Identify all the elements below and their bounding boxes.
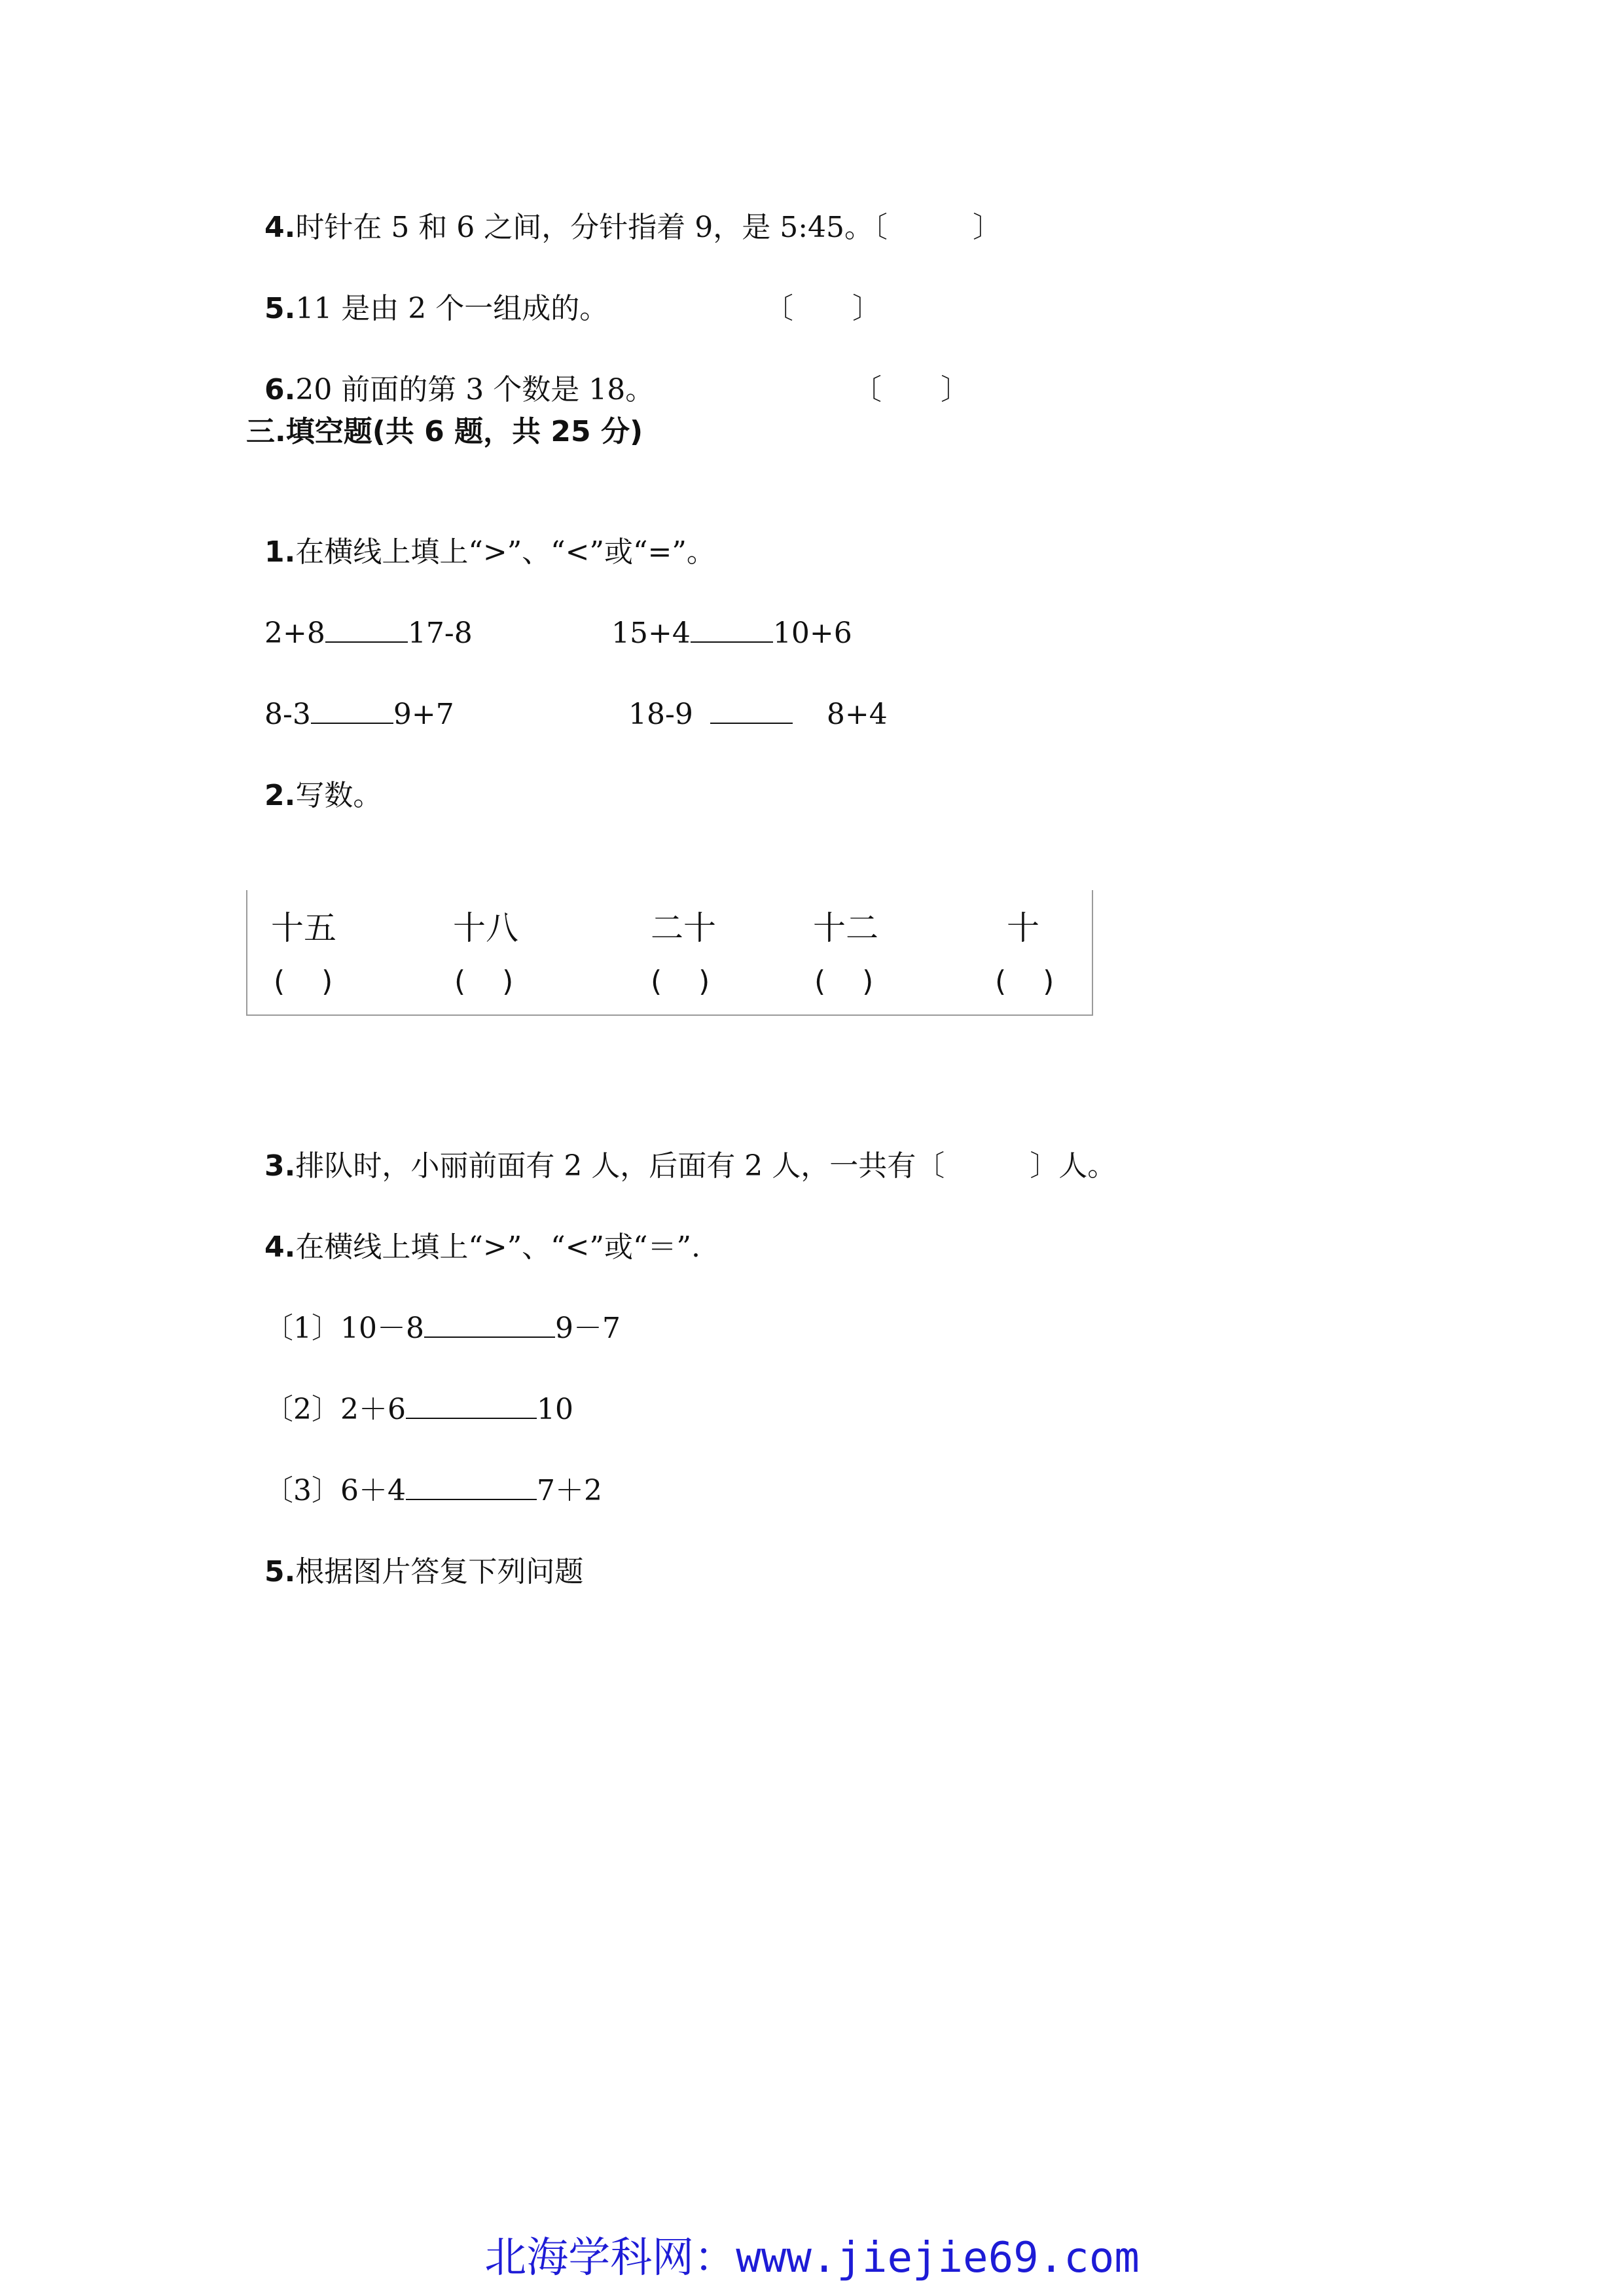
item-label: 〔3〕 [264, 1474, 340, 1507]
question-number: 5. [264, 1555, 296, 1588]
answer-paren-close: 〕 [940, 373, 969, 406]
fill-q2 [246, 737, 382, 816]
question-text: 排队时，小丽前面有 2 人，后面有 2 人，一共有〔 [295, 1149, 945, 1183]
fill-q5 [246, 1513, 583, 1592]
question-text: 20 前面的第 3 个数是 18。 [295, 373, 655, 406]
answer-blank[interactable] [311, 696, 393, 724]
answer-paren[interactable]: ( ) [454, 965, 514, 998]
question-text: 在横线上填上“>”、“<”或“=”。 [295, 535, 715, 569]
expr-left: 2+8 [264, 617, 325, 650]
question-text: 时针在 5 和 6 之间，分针指着 9，是 5:45。 [295, 211, 874, 244]
expr-right: 7＋2 [536, 1474, 602, 1507]
answer-paren[interactable]: ( ) [814, 965, 874, 998]
expr-right: 10 [536, 1393, 573, 1426]
chinese-numeral: 十二 [813, 909, 878, 947]
footer-url[interactable]: www.jiejie69.com [736, 2234, 1140, 2282]
answer-blank[interactable] [710, 696, 793, 724]
question-number: 4. [264, 211, 296, 244]
item-label: 〔1〕 [264, 1312, 340, 1345]
question-number: 2. [264, 779, 296, 812]
compare-item [246, 575, 473, 653]
numeral-table [246, 890, 1093, 1016]
expr-right: 9+7 [393, 698, 454, 731]
judge-q6 [246, 331, 654, 410]
item-label: 〔2〕 [264, 1393, 340, 1426]
fill-q1 [246, 493, 715, 572]
fill-q3 [246, 1107, 1116, 1186]
chinese-numeral: 十五 [271, 909, 336, 947]
chinese-numeral: 十八 [453, 909, 518, 947]
question-text-end: 〕人。 [1030, 1149, 1117, 1183]
answer-blank[interactable] [406, 1473, 537, 1500]
judge-q5 [246, 250, 608, 329]
question-text: 在横线上填上“>”、“<”或“＝”. [295, 1230, 701, 1264]
section-title: 三.填空题(共 6 题，共 25 分) [246, 415, 643, 448]
compare-item [246, 656, 454, 734]
answer-blank[interactable] [691, 615, 773, 643]
answer-paren-open: 〔 [852, 373, 882, 406]
expr-left: 18-9 [628, 698, 693, 731]
answer-paren-close: 〕 [973, 211, 1002, 244]
compare-item [593, 575, 852, 653]
expr-right: 8+4 [826, 698, 888, 731]
expr-left: 15+4 [611, 617, 691, 650]
expr-left: 8-3 [264, 698, 311, 731]
chinese-numeral: 十 [1007, 909, 1039, 947]
judge-q6-answer[interactable] [835, 331, 969, 410]
judge-q4 [246, 169, 1001, 247]
expr-left: 2＋6 [340, 1393, 406, 1426]
compare-item [610, 656, 888, 734]
question-text: 根据图片答复下列问题 [295, 1555, 584, 1588]
compare-item [246, 1270, 621, 1348]
answer-paren[interactable]: ( ) [651, 965, 710, 998]
answer-paren-open: 〔 [764, 292, 793, 325]
question-number: 6. [264, 373, 296, 406]
footer-site: 北海学科网： [484, 2234, 736, 2282]
question-number: 5. [264, 292, 296, 325]
expr-right: 10+6 [772, 617, 852, 650]
judge-q5-answer[interactable] [746, 250, 881, 329]
compare-item [246, 1351, 573, 1429]
expr-left: 6＋4 [340, 1474, 406, 1507]
expr-right: 17-8 [407, 617, 473, 650]
answer-paren-open: 〔 [873, 211, 888, 244]
expr-left: 10－8 [340, 1312, 424, 1345]
question-number: 3. [264, 1149, 296, 1183]
answer-blank[interactable] [424, 1310, 555, 1338]
answer-paren[interactable]: ( ) [274, 965, 333, 998]
question-text: 11 是由 2 个一组成的。 [295, 292, 609, 325]
footer-watermark [0, 2232, 1624, 2284]
question-number: 1. [264, 535, 296, 569]
expr-right: 9－7 [554, 1312, 621, 1345]
answer-blank[interactable] [406, 1391, 537, 1419]
compare-item [246, 1432, 602, 1511]
chinese-numeral: 二十 [651, 909, 716, 947]
question-text: 写数。 [295, 779, 382, 812]
fill-q4 [246, 1189, 700, 1267]
answer-paren[interactable]: ( ) [995, 965, 1055, 998]
answer-paren-close: 〕 [852, 292, 881, 325]
answer-blank[interactable] [325, 615, 408, 643]
question-number: 4. [264, 1230, 296, 1264]
